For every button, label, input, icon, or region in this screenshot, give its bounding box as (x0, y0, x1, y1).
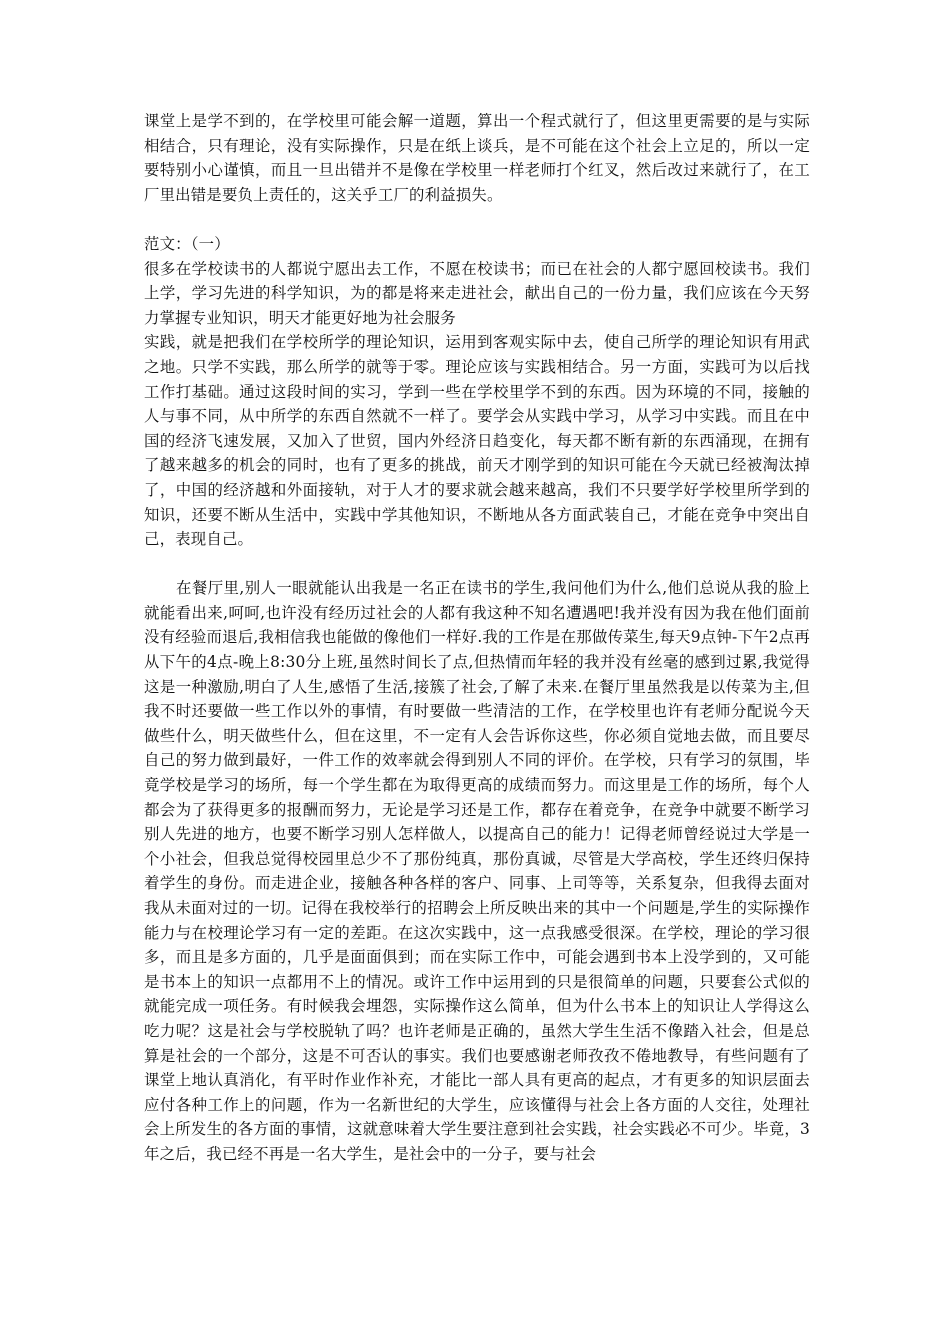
paragraph-4: 在餐厅里,别人一眼就能认出我是一名正在读书的学生,我问他们为什么,他们总说从我的脸上就能看出来,呵呵,也许没有经历过社会的人都有我这种不知名遭遇吧!我并没有因为我在他们面前没有经验而退后,我相信我也能做的像他们一样好.我的工作是在那做传菜生,每天9点钟-下午2点再从下午的4点-晚上8:30分上班,虽然时间长了点,但热情而年轻的我并没有丝毫的感到过累,我觉得这是一种激励,明白了人生,感悟了生活,接簇了社会,了解了未来.在餐厅里虽然我是以传菜为主,但我不时还要做一些工作以外的事情，有时要做一些清洁的工作，在学校里也许有老师分配说今天做些什么，明天做些什么，但在这里，不一定有人会告诉你这些，你必须自觉地去做，而且要尽自己的努力做到最好，一件工作的效率就会得到别人不同的评价。在学校，只有学习的氛围，毕竟学校是学习的场所，每一个学生都在为取得更高的成绩而努力。而这里是工作的场所，每个人都会为了获得更多的报酬而努力，无论是学习还是工作，都存在着竞争，在竞争中就要不断学习别人先进的地方，也要不断学习别人怎样做人，以提高自己的能力！记得老师曾经说过大学是一个小社会，但我总觉得校园里总少不了那份纯真，那份真诚，尽管是大学高校，学生还终归保持着学生的身份。而走进企业，接触各种各样的客户、同事、上司等等，关系复杂，但我得去面对我从未面对过的一切。记得在我校举行的招聘会上所反映出来的其中一个问题是,学生的实际操作能力与在校理论学习有一定的差距。在这次实践中，这一点我感受很深。在学校，理论的学习很多，而且是多方面的，几乎是面面俱到；而在实际工作中，可能会遇到书本上没学到的，又可能是书本上的知识一点都用不上的情况。或许工作中运用到的只是很简单的问题，只要套公式似的就能完成一项任务。有时候我会埋怨，实际操作这么简单，但为什么书本上的知识让人学得这么吃力呢？这是社会与学校脱轨了吗？也许老师是正确的，虽然大学生生活不像踏入社会，但是总算是社会的一个部分，这是不可否认的事实。我们也要感谢老师孜孜不倦地教导，有些问题有了课堂上地认真消化，有平时作业作补充，才能比一部人具有更高的起点，才有更多的知识层面去应付各种工作上的问题，作为一名新世纪的大学生，应该懂得与社会上各方面的人交往，处理社会上所发生的各方面的事情，这就意味着大学生要注意到社会实践，社会实践必不可少。毕竟，3年之后，我已经不再是一名大学生，是社会中的一分子，要与社会 (144, 579, 810, 1163)
paragraph-spacer (144, 207, 810, 232)
paragraph-spacer (144, 552, 810, 577)
section-heading: 范文：（一） (144, 234, 230, 253)
paragraph-1: 课堂上是学不到的，在学校里可能会解一道题，算出一个程式就行了，但这里更需要的是与实际相结合，只有理论，没有实际操作，只是在纸上谈兵，是不可能在这个社会上立足的，所以一定要特别小心谨慎，而且一旦出错并不是像在学校里一样老师打个红叉，然后改过来就行了，在工厂里出错是要负上责任的，这关乎工厂的利益损失。 (144, 112, 810, 204)
paragraph-2: 很多在学校读书的人都说宁愿出去工作，不愿在校读书；而已在社会的人都宁愿回校读书。我们上学，学习先进的科学知识，为的都是将来走进社会，献出自己的一份力量，我们应该在今天努力掌握专业知识，明天才能更好地为社会服务 (144, 259, 810, 327)
document-body (144, 109, 810, 1167)
paragraph-3: 实践，就是把我们在学校所学的理论知识，运用到客观实际中去，使自己所学的理论知识有用武之地。只学不实践，那么所学的就等于零。理论应该与实践相结合。另一方面，实践可为以后找工作打基础。通过这段时间的实习，学到一些在学校里学不到的东西。因为环境的不同，接触的人与事不同，从中所学的东西自然就不一样了。要学会从实践中学习，从学习中实践。而且在中国的经济飞速发展，又加入了世贸，国内外经济日趋变化，每天都不断有新的东西涌现，在拥有了越来越多的机会的同时，也有了更多的挑战，前天才刚学到的知识可能在今天就已经被淘汰掉了，中国的经济越和外面接轨，对于人才的要求就会越来越高，我们不只要学好学校里所学到的知识，还要不断从生活中，实践中学其他知识，不断地从各方面武装自己，才能在竞争中突出自己，表现自己。 (144, 333, 810, 549)
